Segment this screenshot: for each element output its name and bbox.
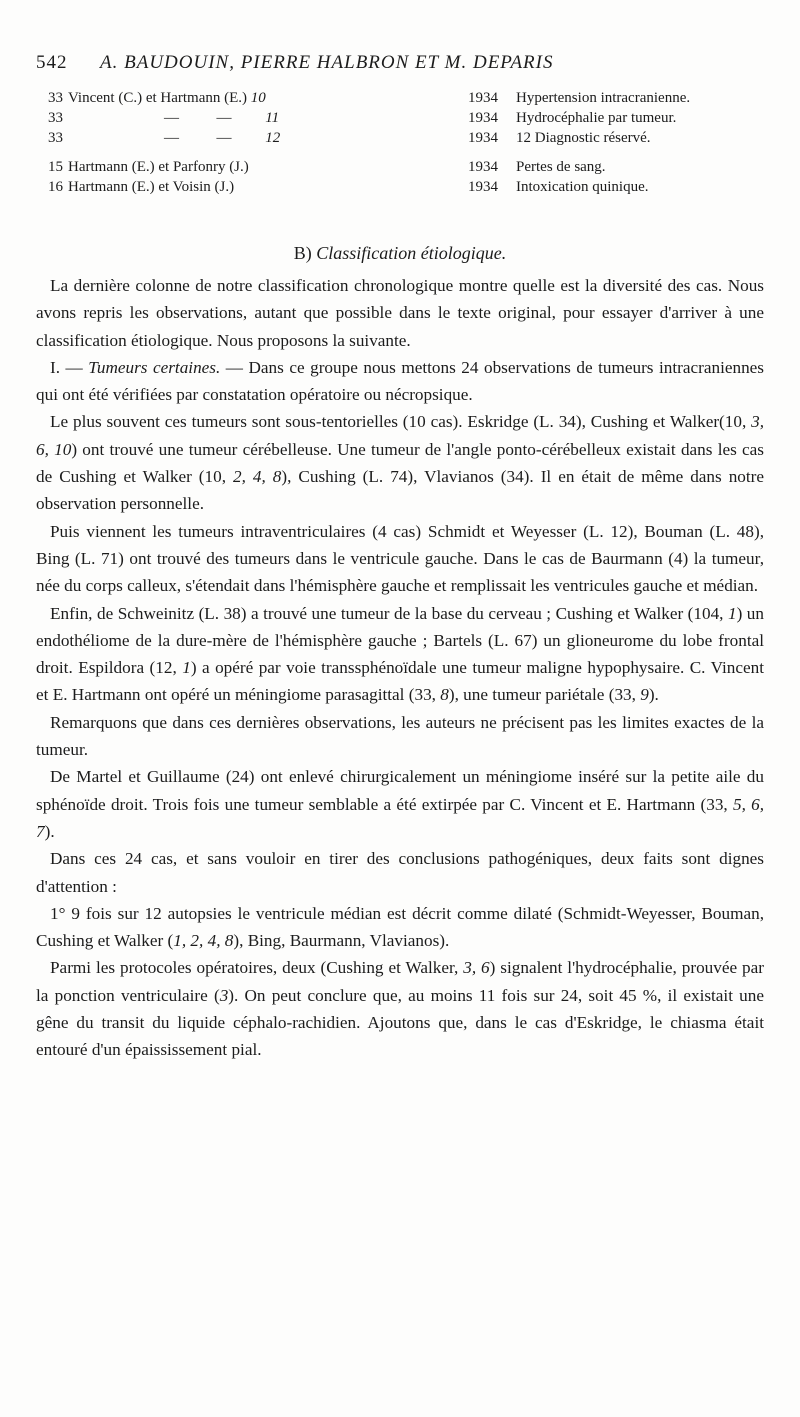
case-diagnosis: Hypertension intracranienne. [516, 90, 691, 106]
case-ref: 33 [48, 110, 63, 126]
paragraph: 1° 9 fois sur 12 autopsies le ventricule médian est décrit comme dilaté (Schmidt-Weyesser, Bouman, Cushing et Walker (1, 2, 4, 8), Bing, Baurmann, Vlavianos). [36, 903, 764, 951]
case-author: Hartmann (E.) et Voisin (J.) [68, 179, 235, 195]
paragraph: Remarquons que dans ces dernières observations, les auteurs ne précisent pas les limites exactes de la tumeur. [36, 712, 764, 760]
case-diagnosis: Hydrocéphalie par tumeur. [516, 110, 677, 126]
paragraph: Enfin, de Schweinitz (L. 38) a trouvé une tumeur de la base du cerveau ; Cushing et Walker (104, 1) un endothéliome de la dure-mère de l'hémisphère gauche ; Bartels (L. 67) un glioneurome du lobe frontal droit. Espildora (12, 1) a opéré par voie transsphénoïdale une tumeur maligne hypophysaire. C. Vincent et E. Hartmann ont opéré un méningiome parasagittal (33, 8), une tumeur pariétale (33, 9). [36, 603, 764, 705]
section-title: Classification étiologique. [316, 243, 507, 263]
case-ref: 15 [48, 159, 63, 175]
paragraph: La dernière colonne de notre classification chronologique montre quelle est la diversité des cas. Nous avons repris les observations, autant que possible dans le texte original, pour essayer d'arriver à une classification étiologique. Nous proposons la suivante. [36, 276, 764, 350]
body-text [36, 272, 764, 1064]
case-year: 1934 [468, 179, 498, 195]
table-row [48, 177, 690, 197]
paragraph: Le plus souvent ces tumeurs sont sous-tentorielles (10 cas). Eskridge (L. 34), Cushing et Walker(10, 3, 6, 10) ont trouvé une tumeur cérébelleuse. Une tumeur de l'angle ponto-cérébelleux existait dans les cas de Cushing et Walker (10, 2, 4, 8), Cushing (L. 74), Vlavianos (34). Il en était de même dans notre observation personnelle. [36, 412, 765, 514]
table-row [48, 88, 690, 108]
case-year: 1934 [468, 90, 498, 106]
paragraph: Parmi les protocoles opératoires, deux (Cushing et Walker, 3, 6) signalent l'hydrocéphalie, prouvée par la ponction ventriculaire (3). On peut conclure que, au moins 11 fois sur 24, soit 45 %, il existait une gêne du transit du liquide céphalo-rachidien. Ajoutons que, dans le cas d'Eskridge, le chiasma était entouré d'un épaississement pial. [36, 958, 764, 1060]
case-author: — — 12 [164, 130, 281, 146]
case-diagnosis: Pertes de sang. [516, 159, 606, 175]
case-author: Vincent (C.) et Hartmann (E.) 10 [68, 90, 266, 106]
paragraph: Dans ces 24 cas, et sans vouloir en tirer des conclusions pathogéniques, deux faits sont dignes d'attention : [36, 849, 764, 896]
table-row [48, 148, 690, 177]
case-diagnosis: 12 Diagnostic réservé. [516, 130, 651, 146]
page-number: 542 [36, 52, 68, 73]
paragraph: Puis viennent les tumeurs intraventriculaires (4 cas) Schmidt et Weyesser (L. 12), Bouman (L. 48), Bing (L. 71) ont trouvé des tumeurs dans le ventricule gauche. Dans le cas de Baurmann (4) la tumeur, née du corps calleux, s'étendait dans l'hémisphère gauche et remplissait les ventricules gauche et médian. [36, 521, 764, 596]
table-row [48, 108, 690, 128]
case-year: 1934 [468, 159, 498, 175]
table-row [48, 128, 690, 148]
section-letter: B) [293, 243, 312, 263]
case-author: — — 11 [164, 110, 280, 126]
section-heading [0, 243, 800, 264]
case-ref: 33 [48, 90, 63, 106]
case-diagnosis: Intoxication quinique. [516, 179, 649, 195]
paragraph: I. — Tumeurs certaines. — Dans ce groupe nous mettons 24 observations de tumeurs intracraniennes qui ont été vérifiées par constatation opératoire ou nécropsique. [36, 357, 764, 405]
case-year: 1934 [468, 110, 498, 126]
case-year: 1934 [468, 130, 498, 146]
case-ref: 33 [48, 130, 63, 146]
case-ref: 16 [48, 179, 63, 195]
running-title: A. BAUDOUIN, PIERRE HALBRON ET M. DEPARIS [100, 52, 554, 73]
paragraph: De Martel et Guillaume (24) ont enlevé chirurgicalement un méningiome inséré sur la petite aile du sphénoïde droit. Trois fois une tumeur semblable a été extirpée par C. Vincent et E. Hartmann (33, 5, 6, 7). [36, 767, 765, 841]
case-table [48, 88, 690, 197]
case-author: Hartmann (E.) et Parfonry (J.) [68, 159, 249, 175]
